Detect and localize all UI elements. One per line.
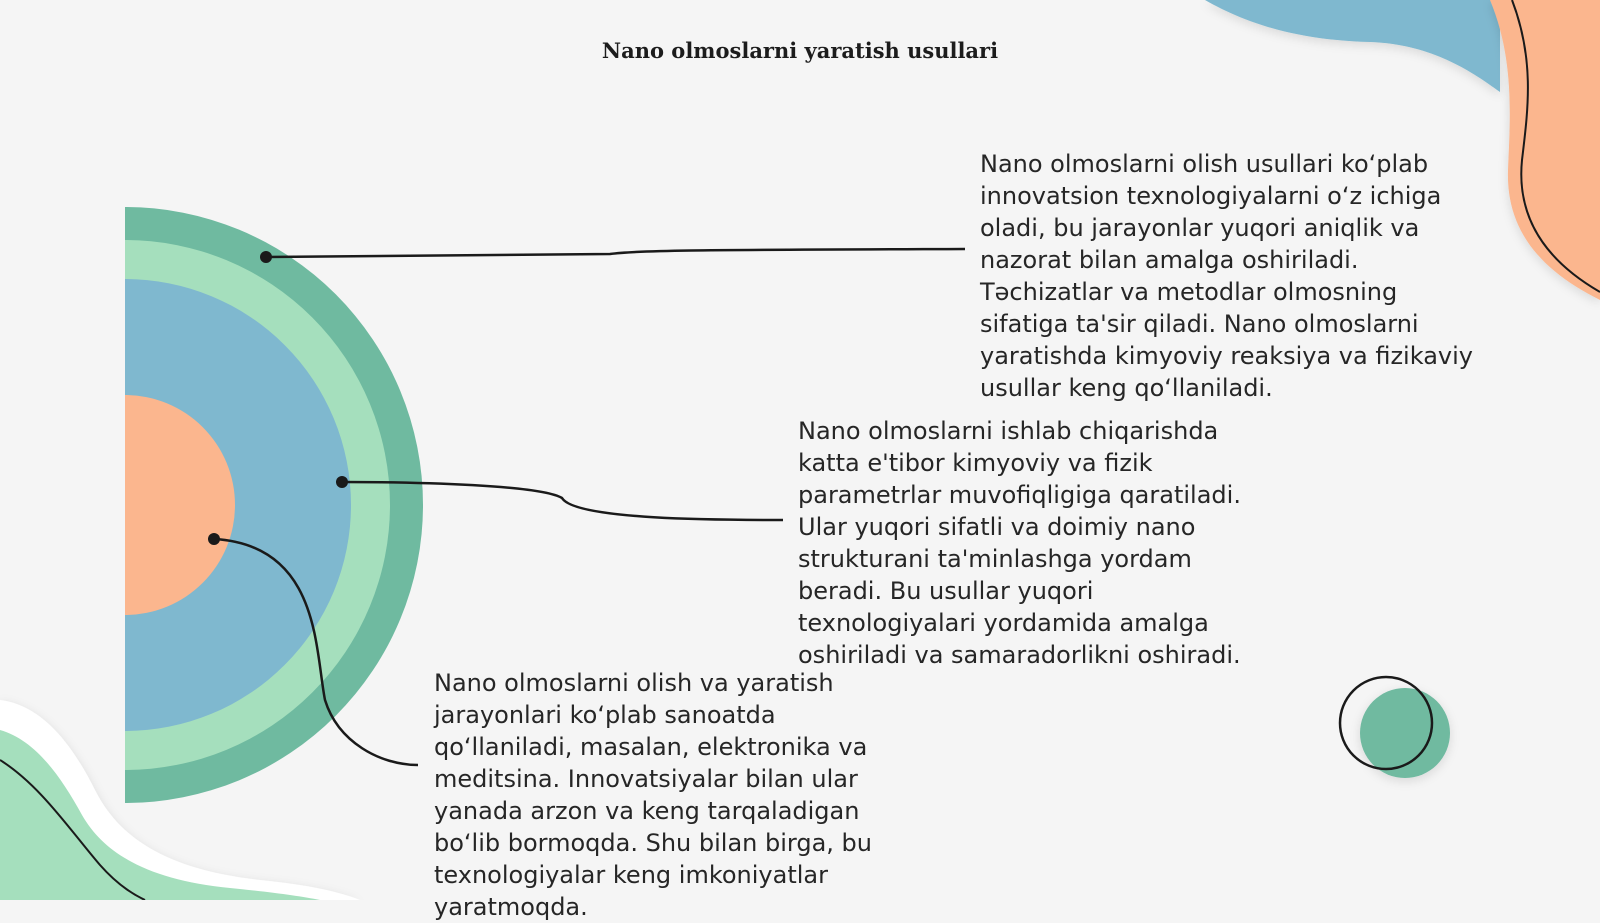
- paragraph-1: Nano olmoslarni olish usullari ko‘plab innovatsion texnologiyalarni o‘z ichiga oladi, bu jarayonlar yuqori aniqlik va nazorat bilan amalga oshiriladi. Təchizatlar va metodlar olmosning sifatiga ta'sir qiladi. Nano olmoslarni yaratishda kimyoviy reaksiya va fizikaviy usullar keng qo‘llaniladi.: [980, 150, 1473, 402]
- connector-line-1: [266, 249, 965, 257]
- connector-dot-1: [260, 251, 272, 263]
- peach-core: [15, 395, 235, 615]
- paragraph-3: Nano olmoslarni olish va yaratish jarayonlari ko‘plab sanoatda qo‘llaniladi, masalan, elektronika va meditsina. Innovatsiyalar bilan ular yanada arzon va keng tarqaladigan bo‘lib bormoqda. Shu bilan birga, bu texnologiyalar keng imkoniyatlar yaratmoqda.: [434, 669, 872, 921]
- concentric-circles-diagram: [0, 207, 423, 803]
- paragraph-2: Nano olmoslarni ishlab chiqarishda katta e'tibor kimyoviy va fizik parametrlar muvofiqligiga qaratiladi. Ular yuqori sifatli va doimiy nano strukturani ta'minlashga yordam beradi. Bu usullar yuqori texnologiyalari yordamida amalga oshiriladi va samaradorlikni oshiradi.: [798, 417, 1241, 669]
- connector-dot-3: [208, 533, 220, 545]
- slide-title: Nano olmoslarni yaratish usullari: [601, 38, 999, 63]
- connector-dot-2: [336, 476, 348, 488]
